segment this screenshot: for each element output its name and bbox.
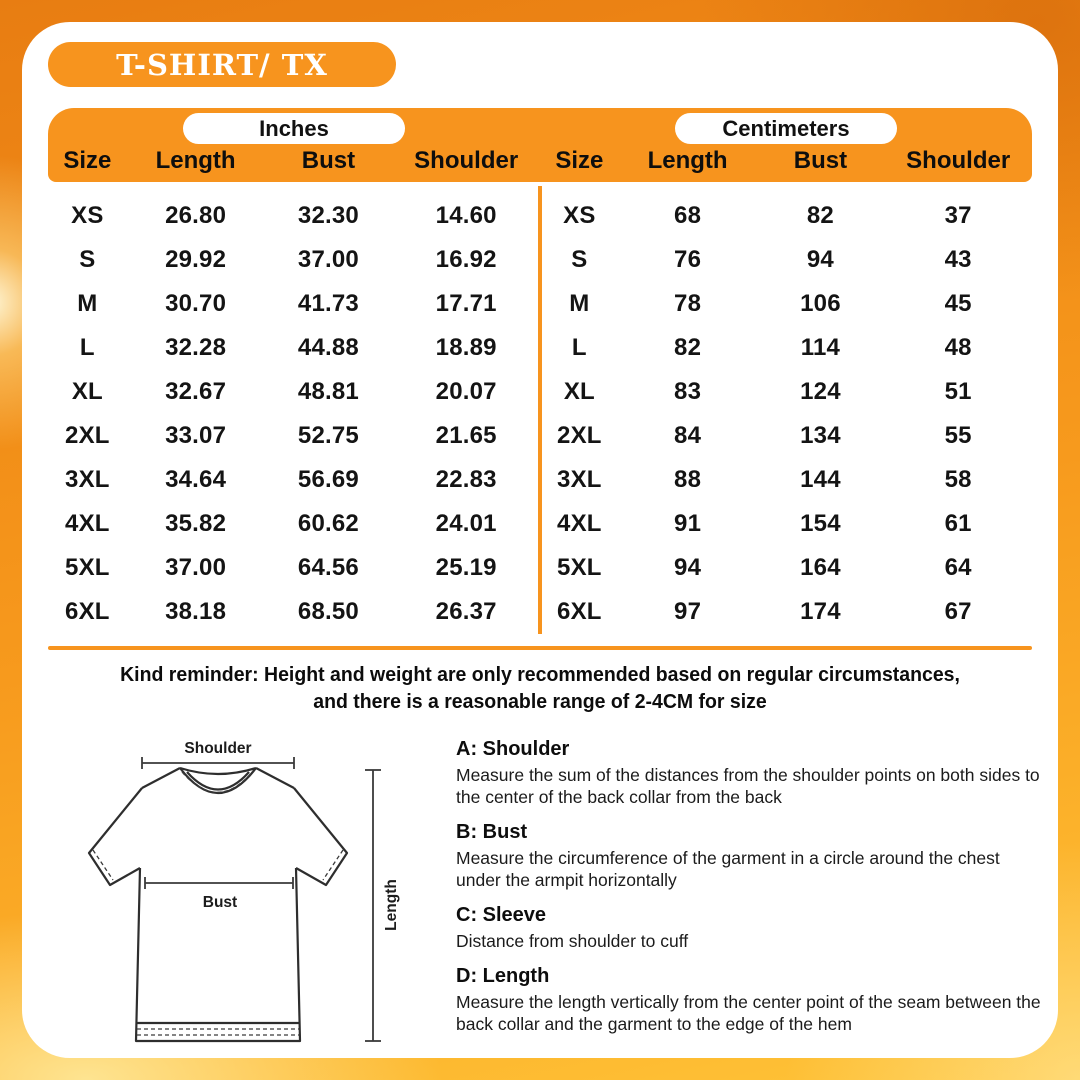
size-row (48, 194, 540, 238)
shoulder-dimension-line (142, 757, 294, 769)
measure-cell: 58 (944, 466, 972, 493)
measure-instruction (456, 965, 1042, 1035)
size-table (48, 108, 1032, 634)
measure-cell: 30.70 (165, 290, 227, 317)
measure-cell: 35.82 (165, 510, 227, 537)
size-row (48, 590, 540, 634)
measure-cell: 20.07 (435, 378, 497, 405)
table-vertical-divider (538, 186, 542, 634)
size-cell: S (571, 246, 588, 273)
centimeters-unit-label: Centimeters (722, 115, 850, 141)
measure-cell: 17.71 (435, 290, 497, 317)
size-row (48, 282, 540, 326)
title-pill (48, 42, 396, 87)
column-header-size: Size (555, 147, 604, 174)
centimeters-column-headers (540, 147, 1032, 175)
size-row (48, 326, 540, 370)
measure-cell: 24.01 (435, 510, 497, 537)
measure-instruction (456, 904, 1042, 952)
measure-cell: 18.89 (435, 334, 497, 361)
instruction-heading: C: Sleeve (456, 904, 547, 927)
centimeters-unit-pill (675, 113, 897, 144)
measure-cell: 83 (674, 378, 702, 405)
inches-unit-label: Inches (259, 115, 329, 141)
length-dimension-line (365, 770, 381, 1041)
size-row (540, 458, 1032, 502)
size-cell: L (79, 334, 95, 361)
size-cell: 5XL (557, 554, 602, 581)
measure-cell: 48.81 (297, 378, 359, 405)
measure-cell: 60.62 (297, 510, 359, 537)
size-row (540, 502, 1032, 546)
inches-column-headers (48, 147, 540, 175)
instruction-heading: A: Shoulder (456, 738, 570, 760)
size-row (540, 194, 1032, 238)
measure-cell: 97 (674, 598, 702, 625)
measure-cell: 21.65 (435, 422, 497, 449)
size-cell: XL (563, 378, 595, 405)
size-cell: S (79, 246, 96, 273)
measure-cell: 33.07 (165, 422, 227, 449)
diagram-length-label: Length (383, 879, 400, 931)
size-cell: M (569, 290, 590, 317)
column-header-length: Length (647, 147, 728, 174)
size-row (48, 458, 540, 502)
size-cell: XS (563, 202, 596, 229)
measure-cell: 14.60 (435, 202, 497, 229)
size-cell: 2XL (65, 422, 110, 449)
measure-cell: 174 (800, 598, 841, 625)
size-cell: 6XL (65, 598, 110, 625)
measure-cell: 94 (806, 246, 834, 273)
measure-cell: 32.28 (165, 334, 227, 361)
centimeters-header (540, 108, 1032, 182)
measure-cell: 52.75 (297, 422, 359, 449)
measure-cell: 91 (674, 510, 702, 537)
size-row (540, 546, 1032, 590)
measure-cell: 37 (944, 202, 972, 229)
measure-cell: 38.18 (165, 598, 227, 625)
measure-cell: 32.67 (165, 378, 227, 405)
column-header-shoulder: Shoulder (906, 147, 1011, 174)
measure-instruction (456, 821, 1042, 891)
size-row (48, 238, 540, 282)
measure-cell: 29.92 (165, 246, 227, 273)
size-cell: 2XL (557, 422, 602, 449)
measure-cell: 82 (674, 334, 702, 361)
measure-cell: 76 (674, 246, 702, 273)
size-cell: 4XL (557, 510, 602, 537)
column-header-size: Size (63, 147, 112, 174)
measure-cell: 68 (674, 202, 702, 229)
size-row (48, 414, 540, 458)
tshirt-measure-diagram (60, 722, 440, 1067)
measure-cell: 45 (944, 290, 972, 317)
size-row (540, 238, 1032, 282)
size-row (540, 326, 1032, 370)
measure-cell: 41.73 (297, 290, 359, 317)
measure-cell: 67 (944, 598, 972, 625)
measure-cell: 48 (944, 334, 972, 361)
size-row (48, 370, 540, 414)
instruction-heading: D: Length (456, 965, 550, 988)
measure-cell: 43 (944, 246, 972, 273)
page-title: T-SHIRT/ TX (116, 47, 328, 82)
reminder-line-2: and there is a reasonable range of 2-4CM for size (313, 690, 767, 714)
measure-cell: 32.30 (297, 202, 359, 229)
diagram-shoulder-label: Shoulder (184, 740, 252, 757)
size-row (540, 370, 1032, 414)
diagram-bust-label: Bust (202, 894, 238, 911)
measure-cell: 26.80 (165, 202, 227, 229)
measure-cell: 164 (800, 554, 841, 581)
measure-cell: 55 (944, 422, 972, 449)
size-cell: XS (71, 202, 104, 229)
measure-cell: 94 (674, 554, 702, 581)
measure-cell: 84 (674, 422, 702, 449)
instruction-body: Measure the sum of the distances from the shoulder points on both sides to the center of the back collar from the back (456, 765, 1040, 808)
measure-cell: 34.64 (165, 466, 227, 493)
inches-header (48, 108, 540, 182)
measure-cell: 64 (944, 554, 972, 581)
size-row (48, 546, 540, 590)
measure-cell: 124 (800, 378, 841, 405)
size-row (540, 414, 1032, 458)
kind-reminder (48, 661, 1032, 716)
measure-cell: 61 (944, 510, 972, 537)
measure-cell: 134 (800, 422, 841, 449)
measure-cell: 16.92 (435, 246, 497, 273)
size-cell: 4XL (65, 510, 110, 537)
size-cell: L (571, 334, 587, 361)
measure-cell: 37.00 (165, 554, 227, 581)
measure-instructions (456, 738, 1042, 1048)
measure-cell: 64.56 (297, 554, 359, 581)
bust-dimension-line (145, 877, 293, 889)
measure-cell: 154 (800, 510, 841, 537)
size-row (540, 590, 1032, 634)
size-cell: 3XL (557, 466, 602, 493)
size-cell: 3XL (65, 466, 110, 493)
measure-cell: 26.37 (435, 598, 497, 625)
measure-cell: 68.50 (297, 598, 359, 625)
tshirt-diagram-svg (60, 722, 440, 1067)
column-header-length: Length (155, 147, 236, 174)
inches-table-body (48, 194, 540, 634)
measure-cell: 114 (800, 334, 841, 361)
size-cell: 6XL (557, 598, 602, 625)
instruction-body: Distance from shoulder to cuff (456, 931, 689, 952)
inches-unit-pill (183, 113, 405, 144)
measure-cell: 78 (674, 290, 702, 317)
instruction-body: Measure the circumference of the garment in a circle around the chest under the armpit horizontally (456, 848, 1000, 891)
size-cell: 5XL (65, 554, 110, 581)
size-row (540, 282, 1032, 326)
table-header-band (48, 108, 1032, 182)
table-bottom-rule (48, 646, 1032, 650)
measure-cell: 82 (806, 202, 834, 229)
measure-cell: 37.00 (297, 246, 359, 273)
size-cell: XL (71, 378, 103, 405)
column-header-shoulder: Shoulder (414, 147, 519, 174)
measure-cell: 56.69 (297, 466, 359, 493)
column-header-bust: Bust (793, 147, 848, 174)
measure-cell: 44.88 (297, 334, 359, 361)
measure-cell: 88 (674, 466, 702, 493)
column-header-bust: Bust (301, 147, 356, 174)
measure-cell: 51 (944, 378, 972, 405)
reminder-line-1: Kind reminder: Height and weight are only recommended based on regular circumstances, (120, 663, 960, 686)
instruction-body: Measure the length vertically from the center point of the seam between the back collar and the garment to the edge of the hem (456, 992, 1041, 1035)
centimeters-table-body (540, 194, 1032, 634)
instruction-heading: B: Bust (456, 821, 528, 844)
measure-cell: 25.19 (435, 554, 497, 581)
measure-cell: 22.83 (435, 466, 497, 493)
measure-cell: 106 (800, 290, 841, 317)
measure-instruction (456, 738, 1042, 808)
chart-card (22, 22, 1058, 1058)
size-row (48, 502, 540, 546)
size-cell: M (77, 290, 98, 317)
measure-cell: 144 (800, 466, 841, 493)
